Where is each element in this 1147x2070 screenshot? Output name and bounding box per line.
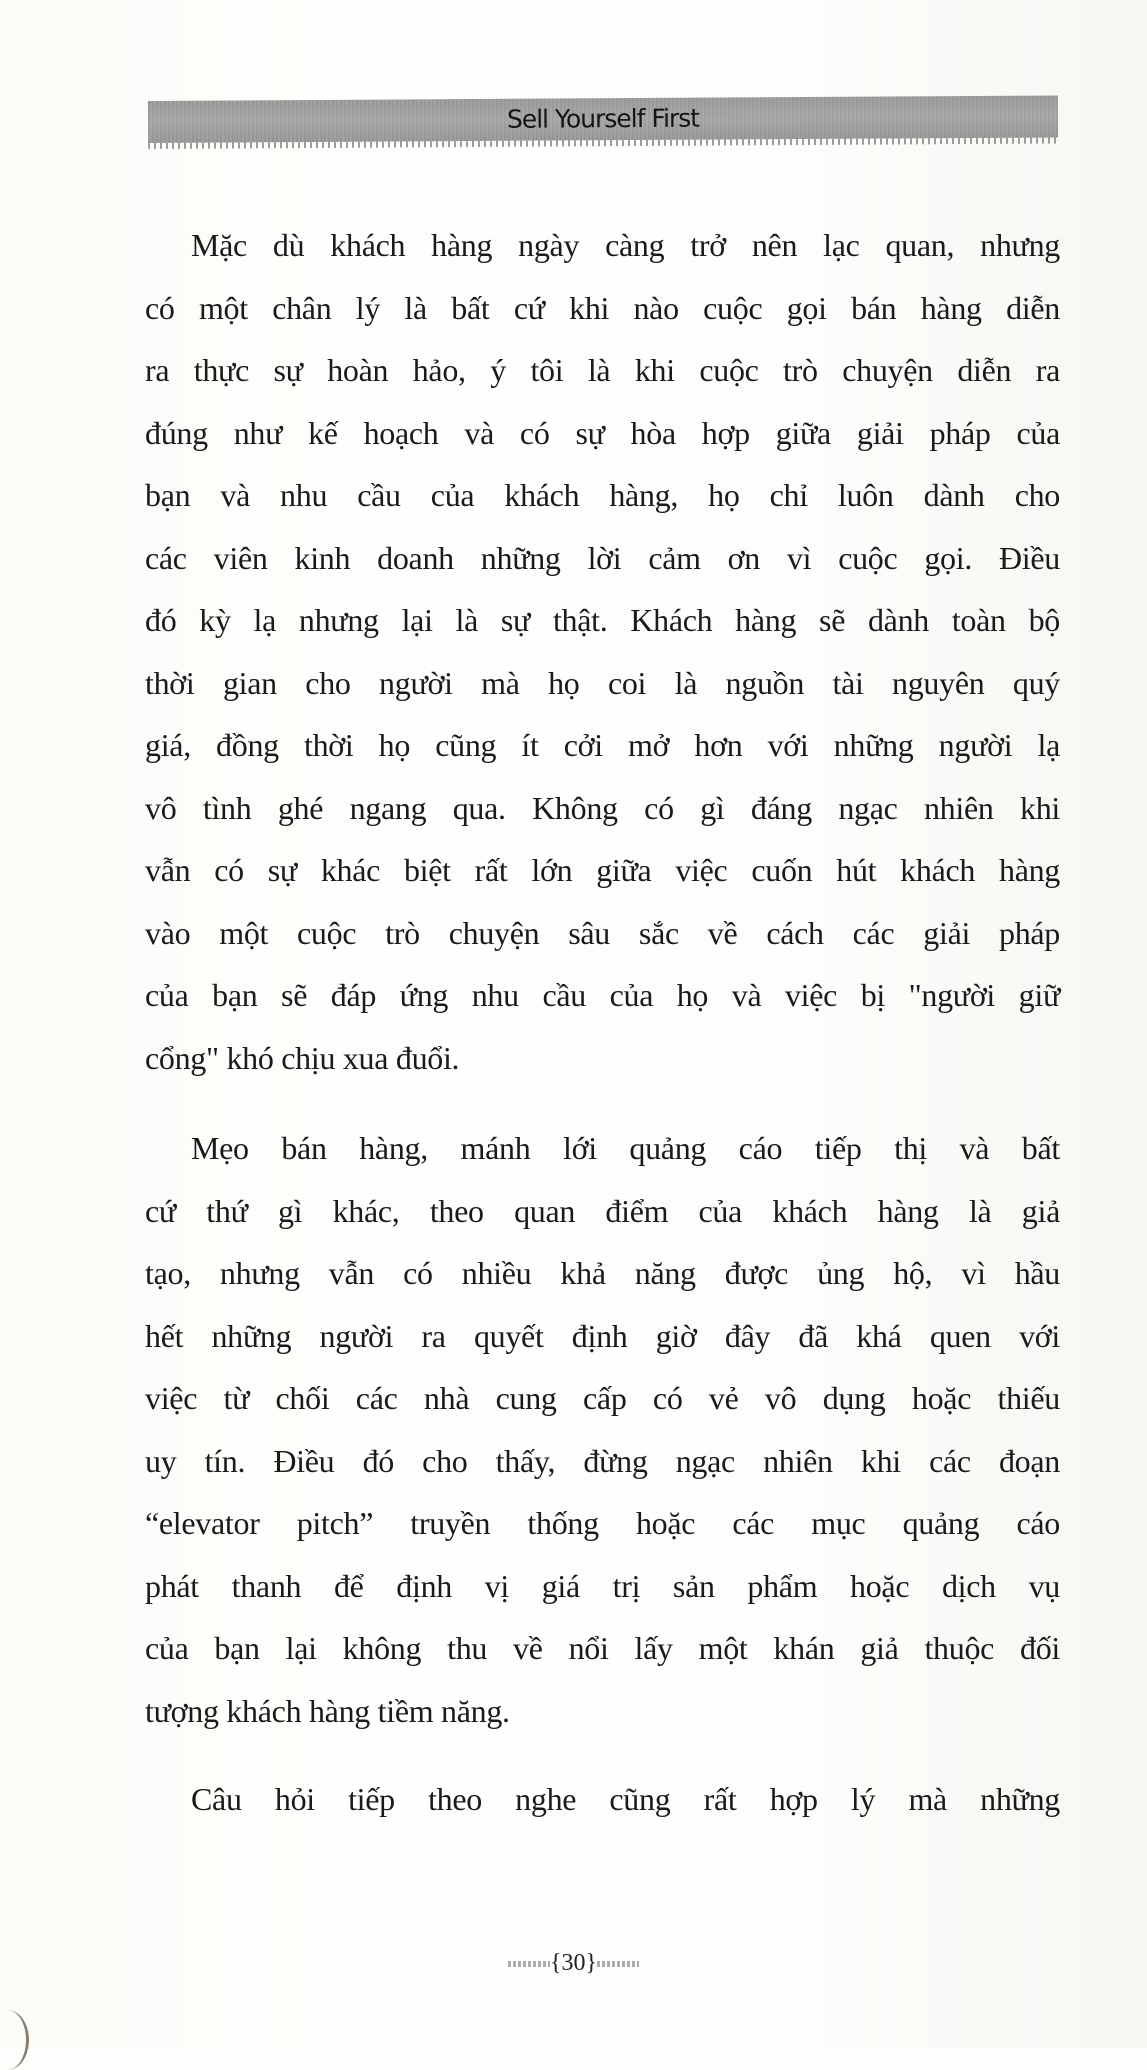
body-text (145, 214, 1060, 1831)
text-line: vẫn có sự khác biệt rất lớn giữa việc cuốn hút khách hàng (145, 852, 1060, 888)
text-line: đúng như kế hoạch và có sự hòa hợp giữa giải pháp của (145, 414, 1060, 451)
paragraph-1 (145, 214, 1060, 1089)
text-line: Mặc dù khách hàng ngày càng trở nên lạc quan, nhưng (191, 227, 1060, 263)
text-line: phát thanh để định vị giá trị sản phẩm hoặc dịch vụ (145, 1567, 1060, 1604)
running-header-bar (148, 95, 1058, 143)
text-line: của bạn sẽ đáp ứng nhu cầu của họ và việc bị "người giữ (145, 977, 1060, 1013)
wave-ornament-right-icon (597, 1961, 639, 1967)
running-header-title: Sell Yourself First (506, 103, 700, 134)
text-line: hết những người ra quyết định giờ đây đã khá quen với (145, 1317, 1060, 1354)
text-line: cổng" khó chịu xua đuổi. (145, 1039, 460, 1076)
text-line: cứ thứ gì khác, theo quan điểm của khách hàng là giả (145, 1192, 1060, 1229)
text-line: giá, đồng thời họ cũng ít cởi mở hơn với những người lạ (145, 727, 1060, 763)
text-line: các viên kinh doanh những lời cảm ơn vì cuộc gọi. Điều (145, 539, 1060, 576)
text-line: thời gian cho người mà họ coi là nguồn tài nguyên quý (145, 664, 1060, 701)
text-line: có một chân lý là bất cứ khi nào cuộc gọi bán hàng diễn (145, 289, 1060, 326)
text-line: bạn và nhu cầu của khách hàng, họ chỉ luôn dành cho (145, 477, 1060, 513)
text-line: ra thực sự hoàn hảo, ý tôi là khi cuộc trò chuyện diễn ra (145, 352, 1060, 388)
paragraph-2 (145, 1117, 1060, 1742)
text-line: của bạn lại không thu về nổi lấy một khán giả thuộc đối (145, 1630, 1060, 1666)
text-line: đó kỳ lạ nhưng lại là sự thật. Khách hàng sẽ dành toàn bộ (145, 602, 1060, 638)
page-number: {30} (549, 1950, 598, 1976)
text-line: uy tín. Điều đó cho thấy, đừng ngạc nhiên khi các đoạn (145, 1442, 1060, 1479)
text-line: Mẹo bán hàng, mánh lới quảng cáo tiếp thị và bất (191, 1130, 1060, 1166)
text-line: vô tình ghé ngang qua. Không có gì đáng ngạc nhiên khi (145, 789, 1060, 826)
text-line: Câu hỏi tiếp theo nghe cũng rất hợp lý mà những (191, 1781, 1060, 1817)
page-corner-shadow (0, 2010, 29, 2070)
paragraph-3 (145, 1768, 1060, 1831)
text-line: “elevator pitch” truyền thống hoặc các mục quảng cáo (145, 1505, 1060, 1541)
text-line: tạo, nhưng vẫn có nhiều khả năng được ủng hộ, vì hầu (145, 1255, 1060, 1291)
text-line: việc từ chối các nhà cung cấp có vẻ vô dụng hoặc thiếu (145, 1380, 1060, 1416)
text-line: vào một cuộc trò chuyện sâu sắc về cách các giải pháp (145, 914, 1060, 951)
page-number-footer (0, 1950, 1147, 1977)
text-line: tượng khách hàng tiềm năng. (145, 1692, 510, 1729)
wave-ornament-left-icon (508, 1961, 550, 1967)
